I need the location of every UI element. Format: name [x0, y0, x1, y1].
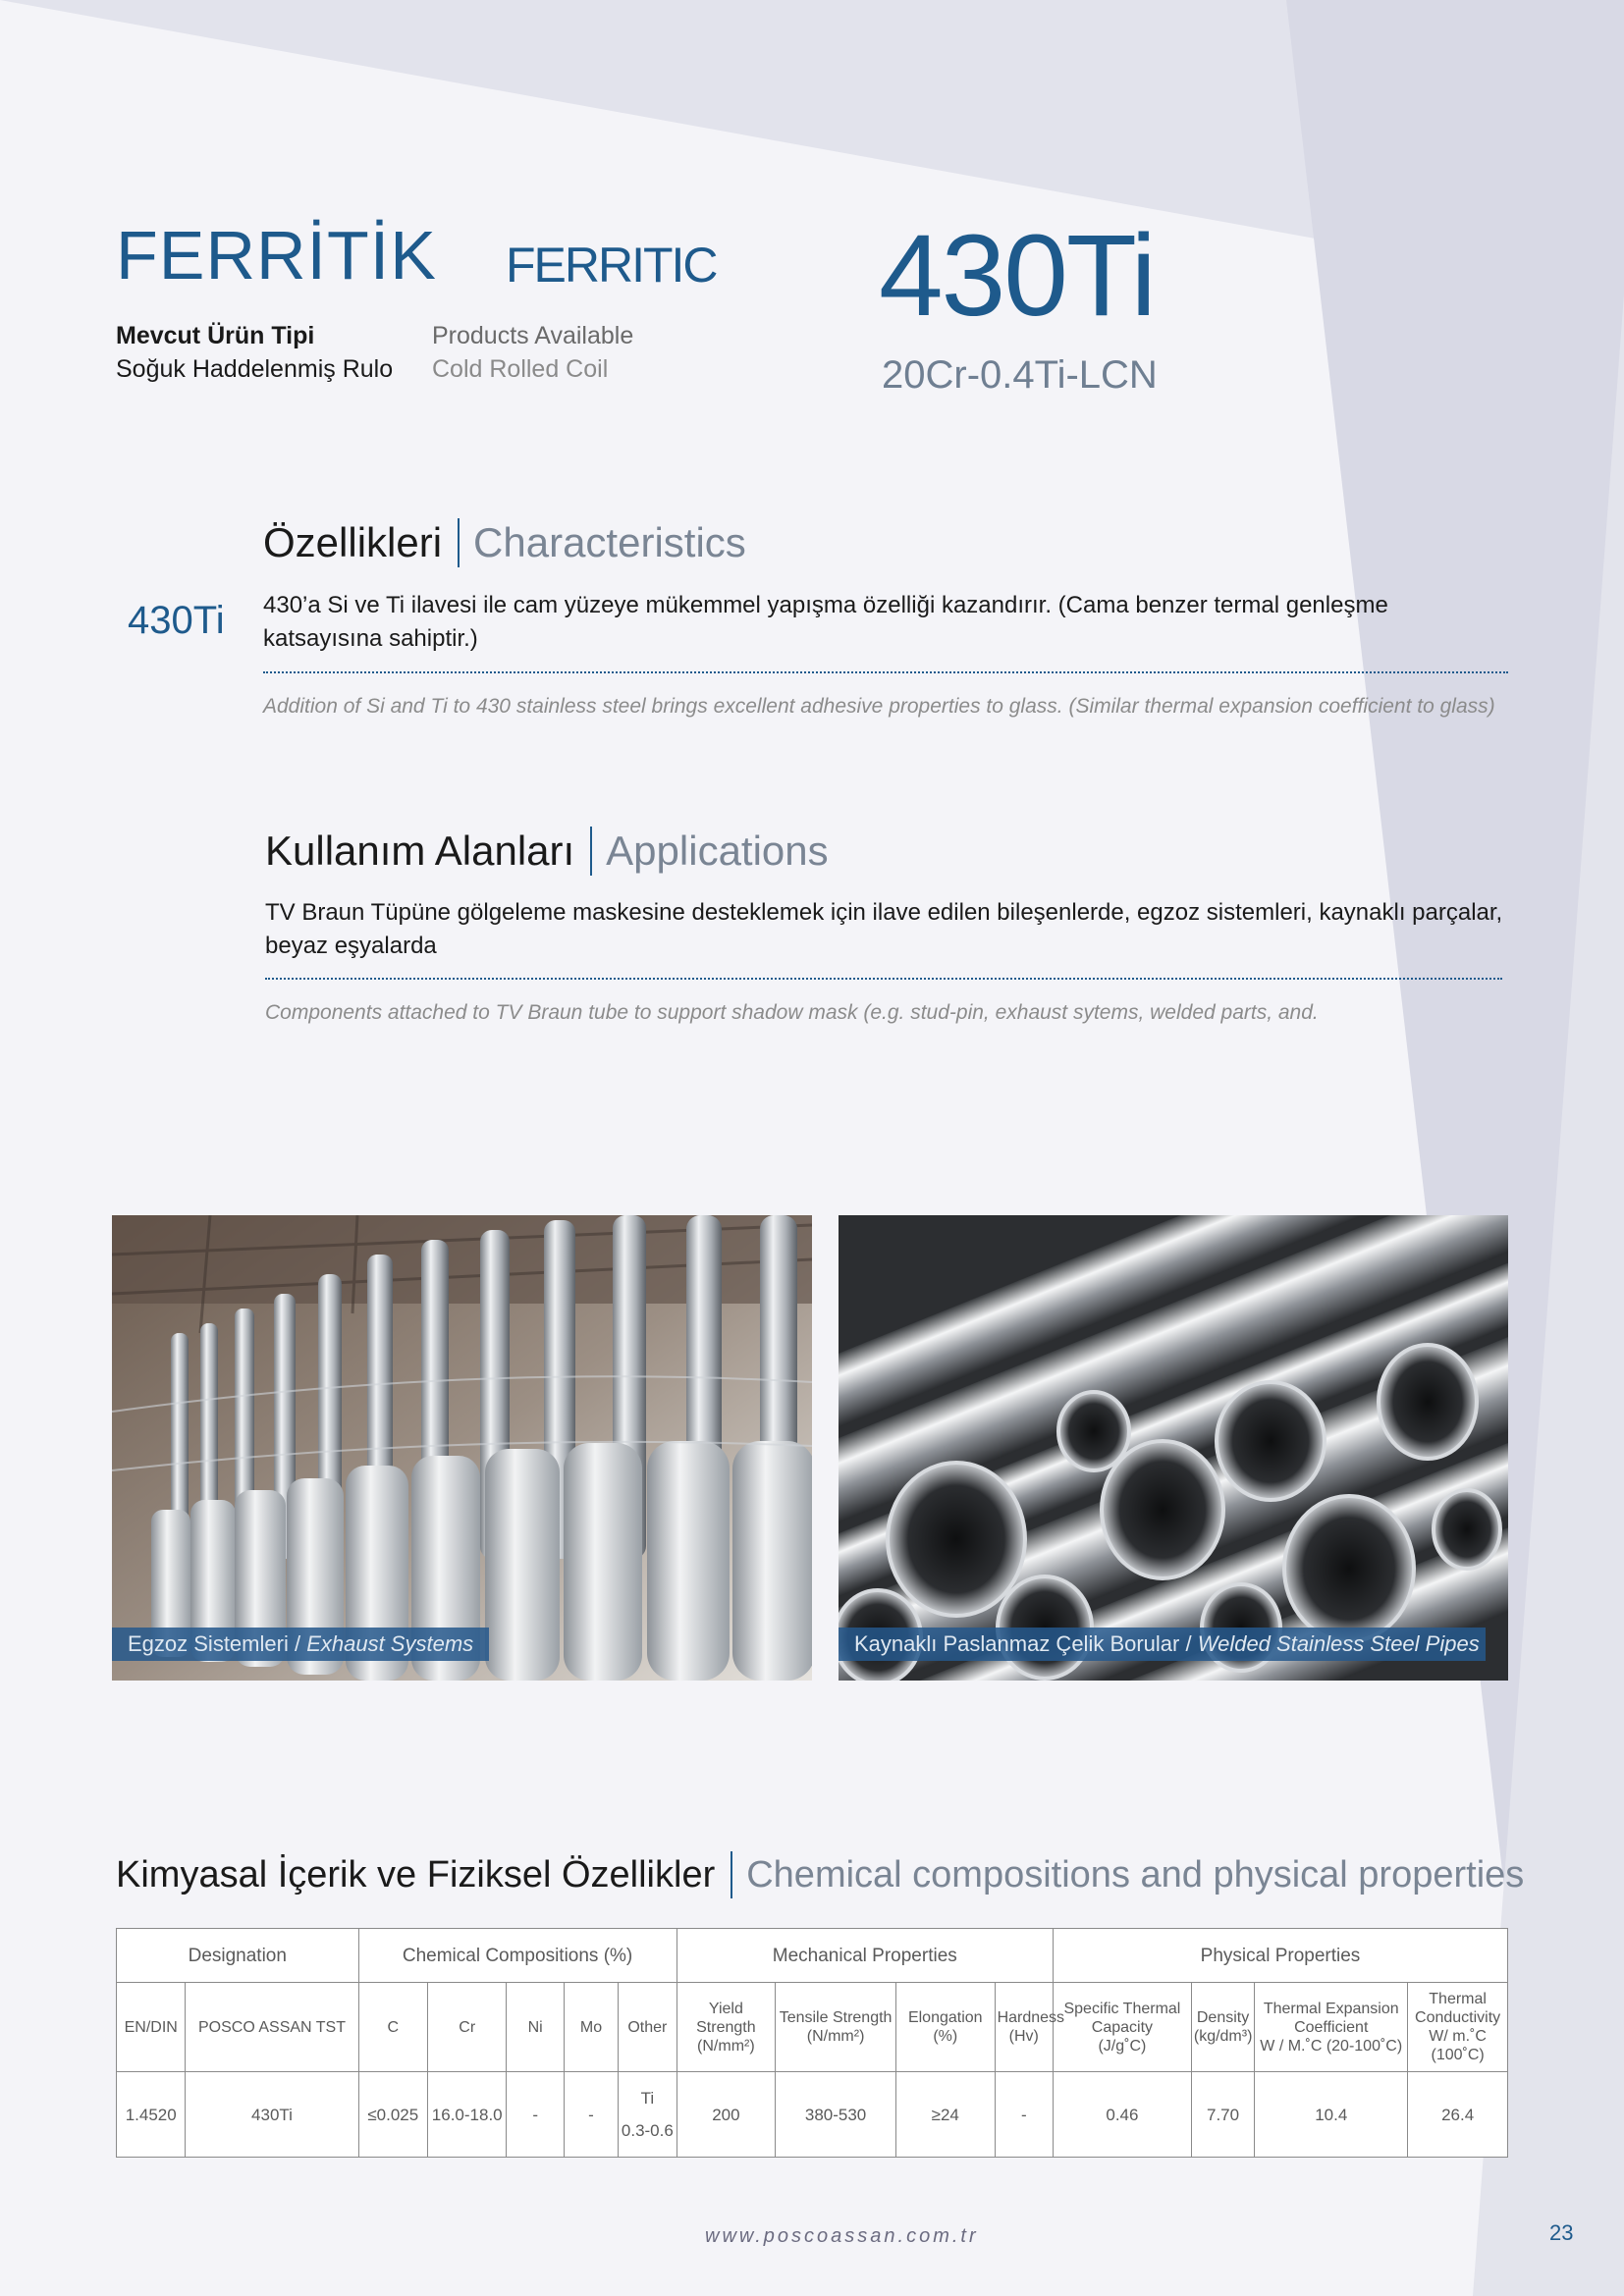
col-yield-line1: Yield Strength — [696, 2000, 756, 2036]
specification-table — [116, 1928, 1508, 2158]
products-label-en: Products Available — [432, 322, 634, 349]
family-title-en: FERRITIC — [506, 238, 717, 293]
products-value-tr: Soğuk Haddelenmiş Rulo — [116, 355, 394, 383]
col-posco: POSCO ASSAN TST — [186, 1983, 358, 2072]
col-elongation-line1: Elongation — [907, 2009, 983, 2026]
col-thermal-expansion-line3: W / M.˚C (20-100˚C) — [1260, 2037, 1403, 2055]
group-physical: Physical Properties — [1053, 1929, 1507, 1983]
cell-specific-heat: 0.46 — [1053, 2072, 1191, 2158]
col-thermal-conductivity — [1408, 1983, 1508, 2072]
applications-heading — [265, 827, 829, 876]
chemical-heading — [116, 1851, 1524, 1898]
cell-ni: - — [507, 2072, 564, 2158]
col-specific-heat-line2: Capacity — [1091, 2018, 1154, 2036]
pipes-caption-tr: Kaynaklı Paslanmaz Çelik Borular / — [854, 1631, 1192, 1656]
col-other: Other — [619, 1983, 677, 2072]
pipes-caption-en: Welded Stainless Steel Pipes — [1197, 1631, 1480, 1656]
table-group-header-row — [117, 1929, 1508, 1983]
col-c: C — [358, 1983, 427, 2072]
col-specific-heat-line1: Specific Thermal — [1063, 2000, 1181, 2017]
cell-yield: 200 — [677, 2072, 776, 2158]
col-density-line1: Density — [1196, 2009, 1250, 2026]
cell-other-value: 0.3-0.6 — [621, 2121, 674, 2140]
chemical-title-tr: Kimyasal İçerik ve Fiziksel Özellikler — [116, 1854, 716, 1896]
col-hardness-line1: Hardness — [997, 2009, 1065, 2026]
col-hardness — [995, 1983, 1065, 2072]
characteristics-text-en: Addition of Si and Ti to 430 stainless steel brings excellent adhesive properties to glass. (Similar thermal expansion coefficient to glass) — [263, 695, 1495, 718]
group-chemical: Chemical Compositions (%) — [358, 1929, 677, 1983]
characteristics-grade-label: 430Ti — [128, 599, 225, 642]
characteristics-text-tr: 430’a Si ve Ti ilavesi ile cam yüzeye mükemmel yapışma özelliği kazandırır. (Cama benzer termal genleşme katsayısına sahiptir.) — [263, 592, 1388, 652]
table-row — [117, 2072, 1508, 2158]
applications-title-tr: Kullanım Alanları — [265, 828, 575, 874]
pipes-illustration — [839, 1215, 1508, 1681]
products-value-en: Cold Rolled Coil — [432, 355, 609, 383]
col-mo: Mo — [564, 1983, 618, 2072]
dotted-divider — [263, 671, 1508, 673]
cell-tensile: 380-530 — [776, 2072, 896, 2158]
cell-cr: 16.0-18.0 — [427, 2072, 507, 2158]
applications-text-tr: TV Braun Tüpüne gölgeleme maskesine desteklemek için ilave edilen bileşenlerde, egzoz sistemleri, kaynaklı parçalar, beyaz eşyalarda — [265, 899, 1503, 959]
grade-title: 430Ti — [879, 211, 1155, 341]
characteristics-title-tr: Özellikleri — [263, 519, 443, 565]
col-thermal-expansion — [1255, 1983, 1408, 2072]
cell-hardness: - — [995, 2072, 1053, 2158]
cell-other-element: Ti — [640, 2089, 655, 2108]
heading-divider — [731, 1851, 732, 1898]
col-thermal-conductivity-line2: Conductivity — [1415, 2009, 1501, 2026]
col-thermal-expansion-line1: Thermal Expansion — [1263, 2000, 1399, 2017]
applications-text-en: Components attached to TV Braun tube to support shadow mask (e.g. stud-pin, exhaust sytems, welded parts, and. — [265, 1001, 1319, 1024]
family-title-tr: FERRİTİK — [116, 217, 437, 294]
col-density — [1191, 1983, 1254, 2072]
pipes-caption — [839, 1628, 1486, 1661]
col-density-line2: (kg/dm³) — [1193, 2028, 1253, 2045]
col-specific-heat — [1053, 1983, 1191, 2072]
group-mechanical: Mechanical Properties — [677, 1929, 1053, 1983]
cell-posco: 430Ti — [186, 2072, 358, 2158]
col-thermal-expansion-line2: Coefficient — [1294, 2018, 1369, 2036]
cell-thermal-conductivity: 26.4 — [1408, 2072, 1508, 2158]
products-label-tr: Mevcut Ürün Tipi — [116, 322, 315, 349]
dotted-divider — [265, 978, 1502, 980]
col-thermal-conductivity-line1: Thermal — [1429, 1991, 1487, 2007]
col-elongation — [895, 1983, 995, 2072]
col-en-din: EN/DIN — [117, 1983, 186, 2072]
col-cr: Cr — [427, 1983, 507, 2072]
chemical-title-en: Chemical compositions and physical properties — [746, 1854, 1525, 1896]
stainless-pipes-photo — [839, 1215, 1508, 1681]
group-designation: Designation — [117, 1929, 359, 1983]
exhaust-systems-photo — [112, 1215, 812, 1681]
col-ni: Ni — [507, 1983, 564, 2072]
table-column-header-row — [117, 1983, 1508, 2072]
cell-elongation: ≥24 — [895, 2072, 995, 2158]
exhaust-illustration — [112, 1215, 812, 1681]
col-tensile-line1: Tensile Strength — [779, 2009, 893, 2026]
characteristics-heading — [263, 518, 746, 567]
exhaust-caption-en: Exhaust Systems — [306, 1631, 474, 1656]
col-elongation-line2: (%) — [933, 2028, 958, 2045]
col-specific-heat-line3: (J/g˚C) — [1098, 2037, 1147, 2055]
exhaust-caption-tr: Egzoz Sistemleri / — [128, 1631, 301, 1656]
applications-title-en: Applications — [606, 828, 829, 874]
cell-density: 7.70 — [1191, 2072, 1254, 2158]
col-yield-line2: (N/mm²) — [697, 2037, 755, 2055]
grade-composition: 20Cr-0.4Ti-LCN — [882, 353, 1158, 397]
col-tensile — [776, 1983, 896, 2072]
heading-divider — [458, 518, 460, 567]
col-hardness-line2: (Hv) — [1008, 2028, 1039, 2045]
col-thermal-conductivity-line3: W/ m.˚C — [1429, 2028, 1487, 2045]
col-yield — [677, 1983, 776, 2072]
footer-website-link[interactable]: www.poscoassan.com.tr — [705, 2225, 979, 2247]
characteristics-title-en: Characteristics — [473, 519, 746, 565]
heading-divider — [590, 827, 592, 876]
col-thermal-conductivity-line4: (100˚C) — [1431, 2047, 1485, 2063]
exhaust-caption — [112, 1628, 489, 1661]
cell-thermal-expansion: 10.4 — [1255, 2072, 1408, 2158]
cell-c: ≤0.025 — [358, 2072, 427, 2158]
page-number: 23 — [1549, 2220, 1574, 2245]
cell-other — [619, 2072, 677, 2158]
cell-en-din: 1.4520 — [117, 2072, 186, 2158]
cell-mo: - — [564, 2072, 618, 2158]
col-tensile-line2: (N/mm²) — [806, 2028, 865, 2045]
